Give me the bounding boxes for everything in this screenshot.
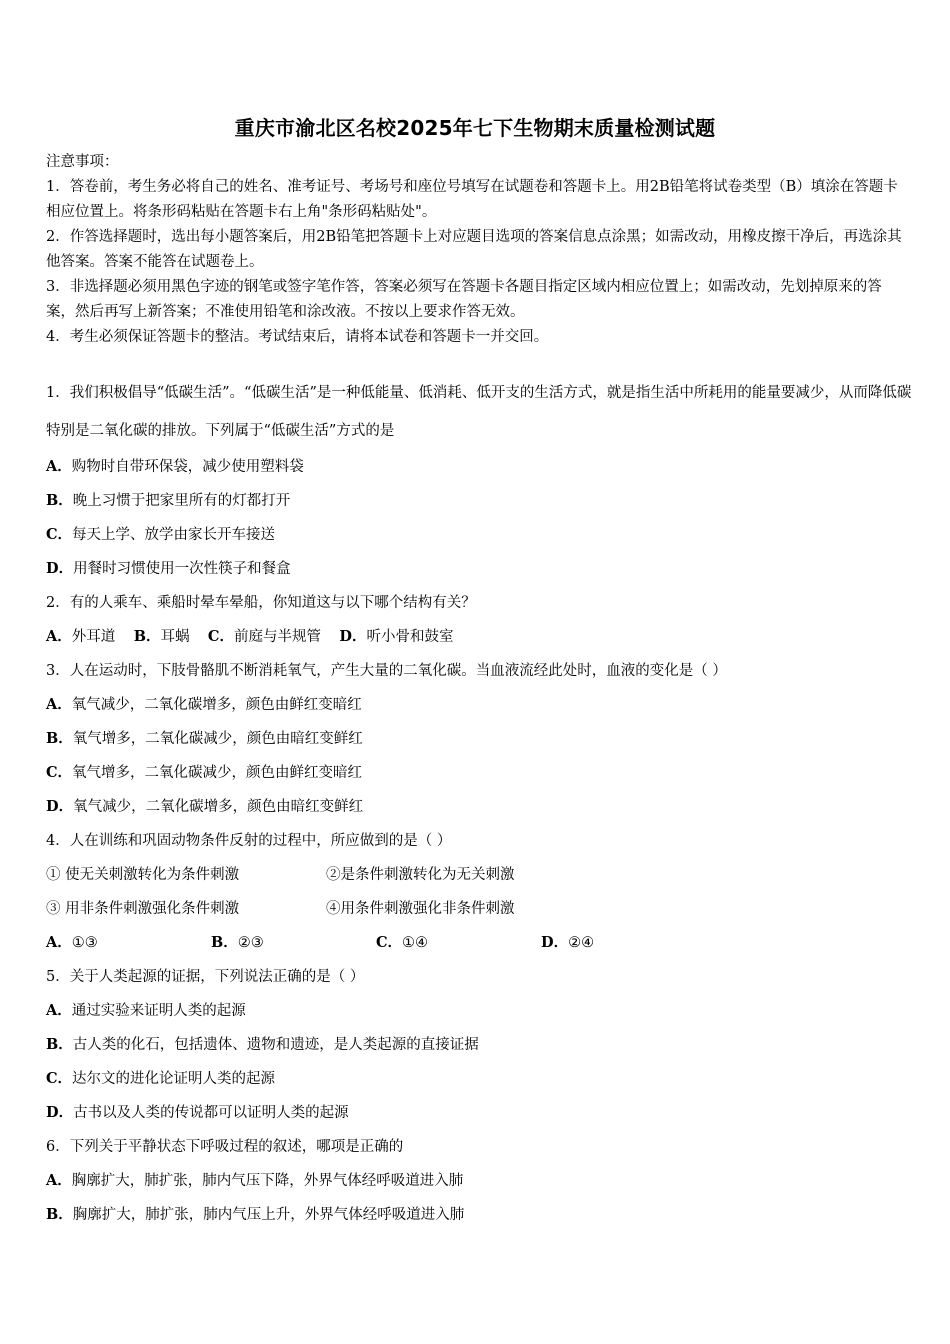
question-4-options [46,926,916,960]
question-4-statements-row-1 [46,858,916,892]
question-4-option-d: D．②④ [541,934,595,951]
note-item: 4．考生必须保证答题卡的整洁。考试结束后，请将本试卷和答题卡一并交回。 [46,329,549,345]
question-1-option-b: B．晚上习惯于把家里所有的灯都打开 [46,492,291,509]
page-title: 重庆市渝北区名校2025年七下生物期末质量检测试题 [234,116,716,140]
question-3-option-a: A．氧气减少，二氧化碳增多，颜色由鲜红变暗红 [46,696,362,713]
question-1-option-d: D．用餐时习惯使用一次性筷子和餐盒 [46,560,291,577]
question-5-option-c: C．达尔文的进化论证明人类的起源 [46,1070,276,1087]
statement: ④用条件刺激强化非条件刺激 [326,901,515,917]
question-6-stem: 6．下列关于平静状态下呼吸过程的叙述，哪项是正确的 [46,1139,404,1155]
question-1-option-c: C．每天上学、放学由家长开车接送 [46,526,276,543]
statement: ③ 用非条件刺激强化条件刺激 [46,901,240,917]
note-item: 2．作答选择题时，选出每小题答案后，用2B铅笔把答题卡上对应题目选项的答案信息点涂黑；如需改动，用橡皮擦干净后，再选涂其他答案。答案不能答在试题卷上。 [46,229,902,270]
question-4-option-b: B．②③ [211,934,264,951]
note-item: 1．答卷前，考生务必将自己的姓名、准考证号、考场号和座位号填写在试题卷和答题卡上。用2B铅笔将试卷类型（B）填涂在答题卡相应位置上。将条形码粘贴在答题卡右上角"条形码粘贴处"。 [46,179,898,220]
notes-heading: 注意事项： [46,154,119,170]
question-5-option-d: D．古书以及人类的传说都可以证明人类的起源 [46,1104,349,1121]
question-3-stem: 3．人在运动时，下肢骨骼肌不断消耗氧气，产生大量的二氧化碳。当血液流经此处时，血液的变化是（ ） [46,663,727,679]
question-1-stem: 1．我们积极倡导“低碳生活”。“低碳生活”是一种低能量、低消耗、低开支的生活方式，就是指生活中所耗用的能量要减少，从而降低碳特别是二氧化碳的排放。下列属于“低碳生活”方式的是 [46,385,912,439]
question-5-option-a: A．通过实验来证明人类的起源 [46,1002,246,1019]
question-4-option-c: C．①④ [376,934,429,951]
question-list [46,374,916,1232]
question-3-option-b: B．氧气增多，二氧化碳减少，颜色由暗红变鲜红 [46,730,363,747]
statement: ① 使无关刺激转化为条件刺激 [46,867,240,883]
question-2-options: A．外耳道 B．耳蜗 C．前庭与半规管 D．听小骨和鼓室 [46,628,454,645]
note-item: 3．非选择题必须用黑色字迹的钢笔或签字笔作答，答案必须写在答题卡各题目指定区域内相应位置上；如需改动，先划掉原来的答案，然后再写上新答案；不准使用铅笔和涂改液。不按以上要求作答无效。 [46,279,882,320]
question-4-stem: 4．人在训练和巩固动物条件反射的过程中，所应做到的是（ ） [46,833,452,849]
notes-section [46,150,908,350]
question-6-option-a: A．胸廓扩大，肺扩张，肺内气压下降，外界气体经呼吸道进入肺 [46,1172,464,1189]
question-3-option-d: D．氧气减少，二氧化碳增多，颜色由暗红变鲜红 [46,798,364,815]
question-3-option-c: C．氧气增多，二氧化碳减少，颜色由鲜红变暗红 [46,764,363,781]
question-5-option-b: B．古人类的化石，包括遗体、遗物和遗迹，是人类起源的直接证据 [46,1036,479,1053]
question-4-statements-row-2 [46,892,916,926]
question-6-option-b: B．胸廓扩大，肺扩张，肺内气压上升，外界气体经呼吸道进入肺 [46,1206,465,1223]
statement: ②是条件刺激转化为无关刺激 [326,867,515,883]
question-4-option-a: A．①③ [46,934,98,951]
question-5-stem: 5．关于人类起源的证据，下列说法正确的是（ ） [46,969,365,985]
question-2-stem: 2．有的人乘车、乘船时晕车晕船，你知道这与以下哪个结构有关？ [46,595,476,611]
question-1-option-a: A．购物时自带环保袋，减少使用塑料袋 [46,458,304,475]
